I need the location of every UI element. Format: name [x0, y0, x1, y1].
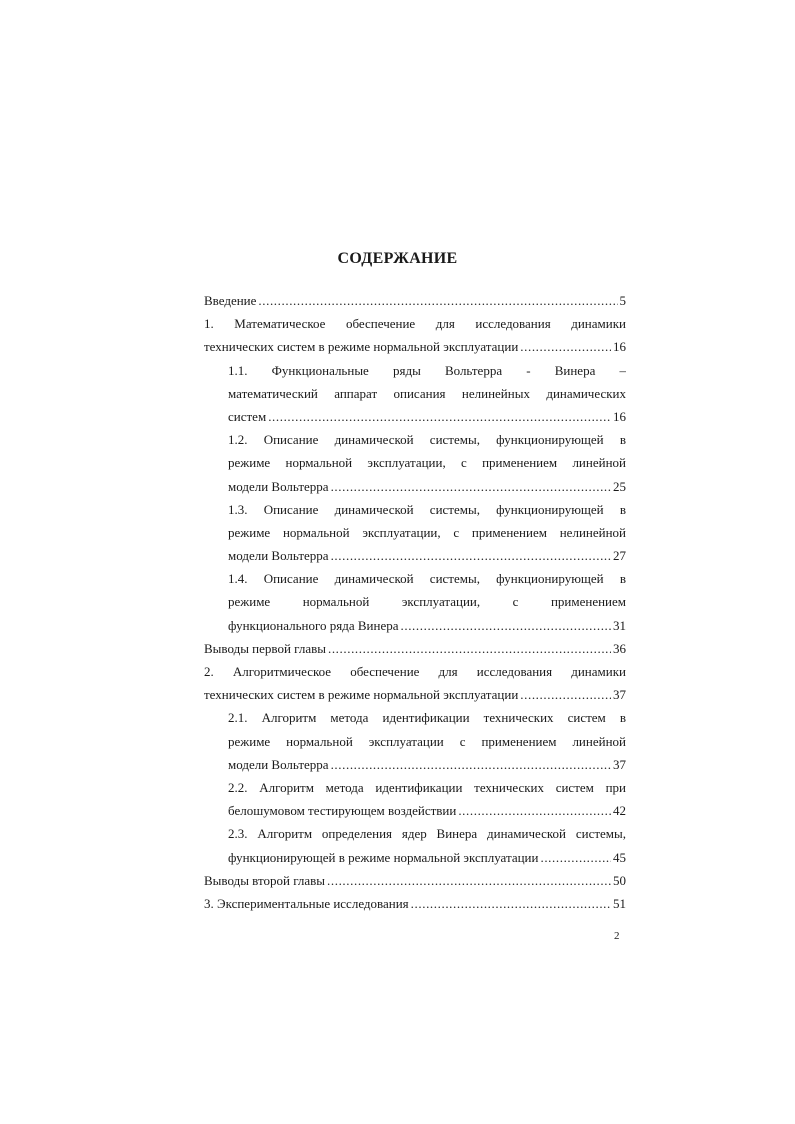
toc-entry-text: функционального ряда Винера	[228, 617, 399, 633]
dot-leader	[520, 683, 611, 706]
toc-entry-text: 2.1. Алгоритм метода идентификации технических систем в	[228, 710, 626, 726]
toc-entry-text: 1.1. Функциональные ряды Вольтерра - Винера –	[228, 362, 626, 378]
toc-entry-section-2-1[interactable]	[204, 753, 626, 776]
toc-page-number: 45	[613, 849, 626, 865]
toc-entry-text: систем	[228, 408, 267, 424]
toc-entry-text: модели Вольтерра	[228, 548, 329, 564]
toc-entry-text: модели Вольтерра	[228, 478, 329, 494]
toc-entry-text: технических систем в режиме нормальной эксплуатации	[204, 339, 519, 355]
dot-leader	[327, 869, 611, 892]
toc-entry-text: 1.3. Описание динамической системы, функционирующей в	[228, 501, 626, 517]
toc-entry-text: 3. Экспериментальные исследования	[204, 895, 409, 911]
dot-leader	[520, 335, 611, 358]
toc-entry-text: математический аппарат описания нелинейных динамических	[228, 385, 626, 401]
toc-page-number: 51	[613, 895, 626, 911]
dot-leader	[331, 753, 611, 776]
dot-leader	[411, 892, 611, 915]
dot-leader	[258, 289, 617, 312]
toc-entry-conclusions-2[interactable]	[204, 869, 626, 892]
dot-leader	[458, 799, 611, 822]
toc-entry-text: модели Вольтерра	[228, 756, 329, 772]
toc-entry-text: режиме нормальной эксплуатации, с применением	[228, 594, 626, 610]
toc-entry-text: режиме нормальной эксплуатации с применением линейной	[228, 733, 626, 749]
toc-entry-text: 2.3. Алгоритм определения ядер Винера динамической системы,	[228, 826, 626, 842]
dot-leader	[540, 846, 611, 869]
toc-entry-text: технических систем в режиме нормальной эксплуатации	[204, 687, 519, 703]
toc-entry-text: 1. Математическое обеспечение для исследования динамики	[204, 316, 626, 332]
toc-page-number: 5	[619, 293, 626, 308]
toc-entry-section-1-2[interactable]	[204, 475, 626, 498]
toc-page-number: 50	[613, 872, 626, 888]
toc-entry-text: 1.2. Описание динамической системы, функционирующей в	[228, 432, 626, 448]
toc-page-number: 37	[613, 687, 626, 703]
toc-entry-text: белошумовом тестирующем воздействии	[228, 803, 457, 819]
toc-entry-text: 2.2. Алгоритм метода идентификации технических систем при	[228, 779, 626, 795]
toc-entry-text: режиме нормальной эксплуатации, с применением нелинейной	[228, 524, 626, 540]
toc-entry-text: Выводы первой главы	[204, 640, 326, 656]
toc-page-number: 37	[613, 756, 626, 772]
dot-leader	[401, 614, 612, 637]
toc-entry-introduction[interactable]	[204, 289, 626, 312]
toc-entry-text: режиме нормальной эксплуатации, с применением линейной	[228, 455, 626, 471]
toc-entry-chapter-2[interactable]	[204, 683, 626, 706]
toc-entry-text: 2. Алгоритмическое обеспечение для исследования динамики	[204, 664, 626, 679]
page-number: 2	[614, 930, 620, 942]
toc-entry-conclusions-1[interactable]	[204, 637, 626, 660]
toc-entry-chapter-1[interactable]	[204, 335, 626, 358]
toc-entry-text: Введение	[204, 293, 257, 308]
dot-leader	[268, 405, 611, 428]
toc-entry-text: Выводы второй главы	[204, 872, 326, 888]
toc-page-number: 31	[613, 617, 626, 633]
toc-page-number: 16	[613, 339, 626, 355]
page-title: СОДЕРЖАНИЕ	[337, 250, 458, 267]
toc-page-number: 16	[613, 408, 626, 424]
toc-page-number: 27	[613, 548, 626, 564]
toc-entry-chapter-3[interactable]	[204, 892, 626, 915]
toc-entry-section-1-3[interactable]	[204, 544, 626, 567]
toc-page-number: 42	[613, 803, 626, 819]
toc-entry-section-2-3[interactable]	[204, 846, 626, 869]
toc-entry-text: функционирующей в режиме нормальной эксплуатации	[228, 849, 539, 865]
toc-entry-section-2-2[interactable]	[204, 799, 626, 822]
toc-page-number: 36	[613, 640, 626, 656]
dot-leader	[331, 544, 611, 567]
toc-entry-section-1-1[interactable]	[204, 405, 626, 428]
dot-leader	[331, 475, 611, 498]
table-of-contents	[204, 289, 626, 915]
toc-page-number: 25	[613, 478, 626, 494]
toc-entry-section-1-4[interactable]	[204, 614, 626, 637]
toc-entry-text: 1.4. Описание динамической системы, функционирующей в	[228, 571, 626, 587]
dot-leader	[328, 637, 611, 660]
